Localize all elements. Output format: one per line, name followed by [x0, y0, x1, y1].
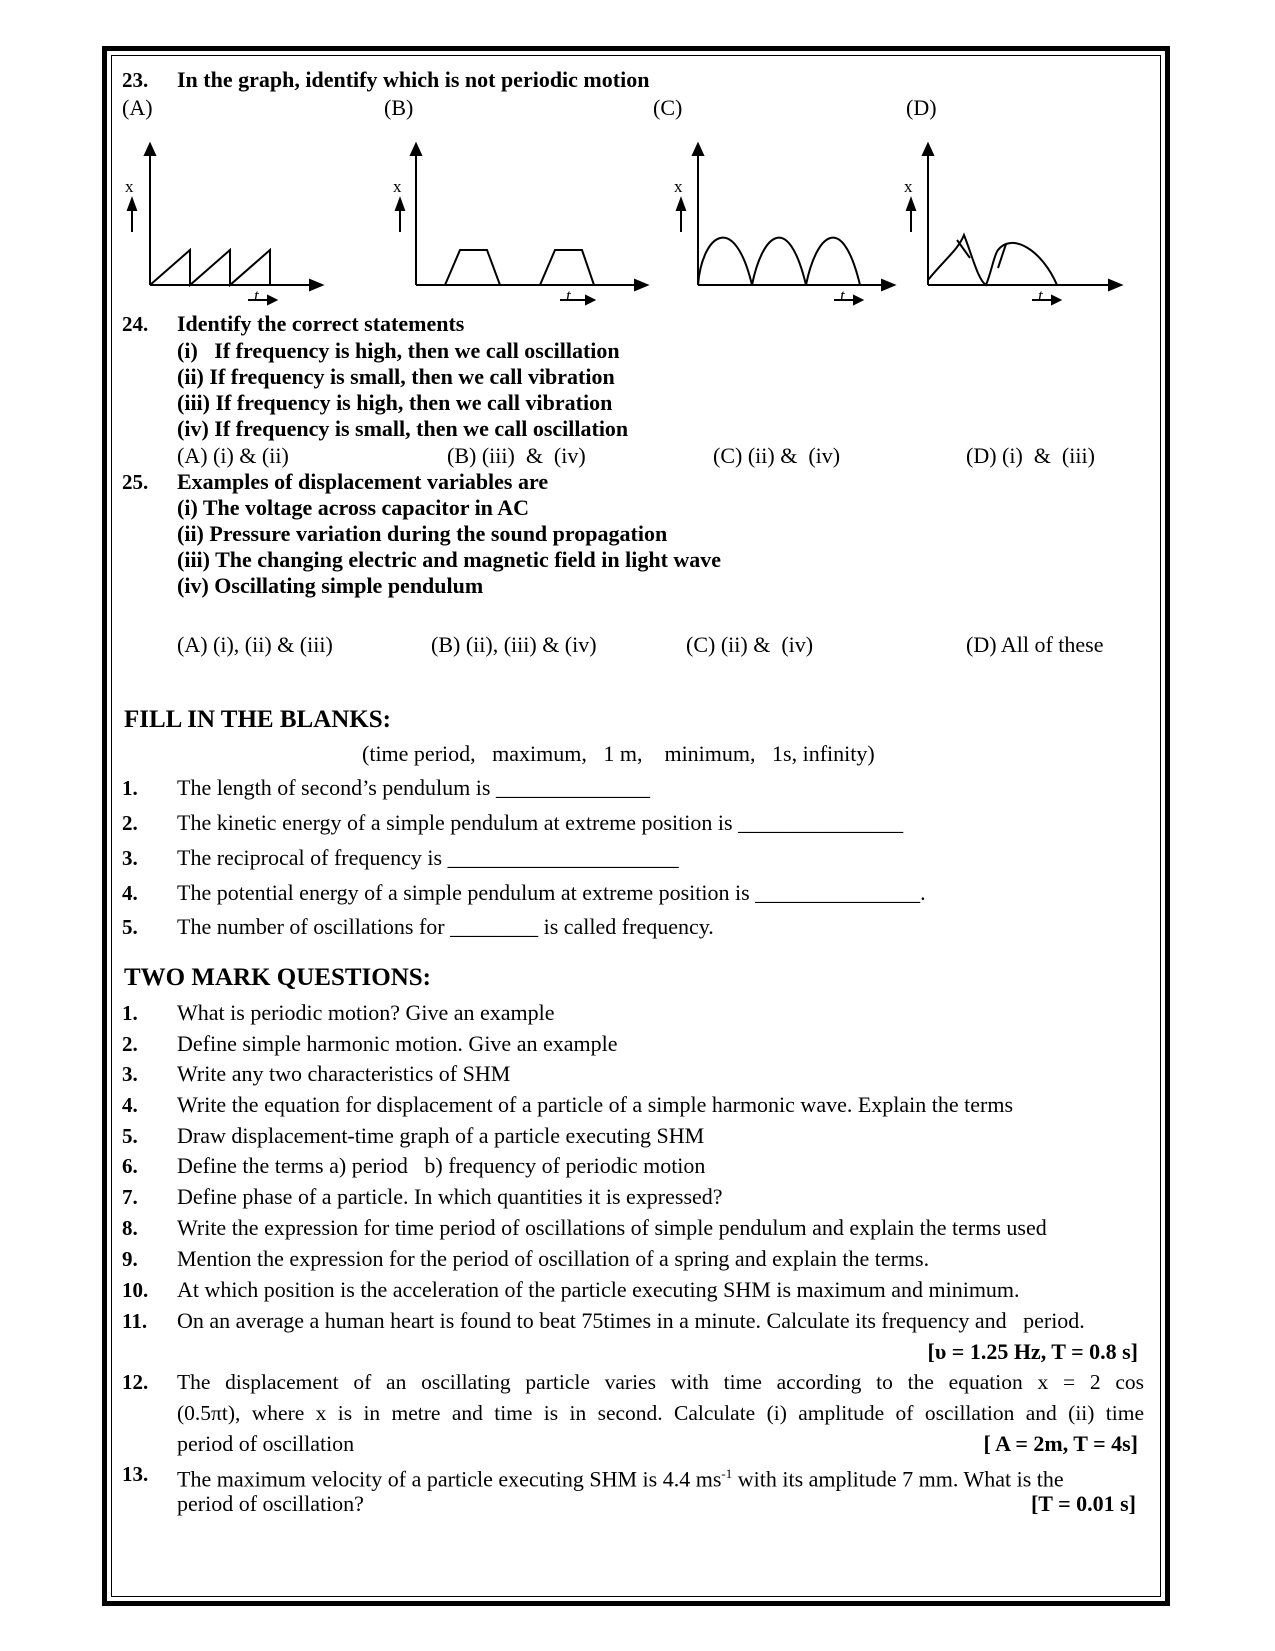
q25-option-c: (C) (ii) & (iv)	[686, 632, 814, 657]
two-mark-item-13-line-1	[177, 1461, 1064, 1492]
q24-text: Identify the correct statements	[177, 311, 465, 336]
two-mark-item-13-superscript: -1	[721, 1466, 733, 1481]
two-mark-item-3-text: Write any two characteristics of SHM	[177, 1061, 511, 1086]
graph-c	[672, 140, 902, 310]
graph-c-x-label: x	[674, 177, 683, 196]
graph-d-x-label: x	[904, 177, 913, 196]
q25-option-b: (B) (ii), (iii) & (iv)	[431, 632, 597, 657]
q23-option-c: (C)	[653, 95, 683, 120]
fill-item-2-text: The kinetic energy of a simple pendulum at extreme position is _______________	[177, 810, 904, 835]
fill-heading: FILL IN THE BLANKS:	[124, 706, 391, 733]
q24-statement-2: (ii) If frequency is small, then we call vibration	[177, 364, 615, 389]
q24-number: 24.	[122, 312, 149, 336]
graph-a-x-label: x	[125, 177, 134, 196]
two-mark-item-13-number: 13.	[122, 1462, 149, 1486]
two-mark-item-2-text: Define simple harmonic motion. Give an example	[177, 1031, 618, 1056]
two-mark-item-12-line-3: period of oscillation	[177, 1431, 355, 1456]
fill-item-4-number: 4.	[122, 881, 138, 905]
two-mark-item-12-line-1: The displacement of an oscillating particle varies with time according to the equation x = 2 cos	[177, 1370, 1144, 1394]
graph-b-x-label: x	[393, 177, 402, 196]
two-mark-item-6-text: Define the terms a) period b) frequency of periodic motion	[177, 1153, 706, 1178]
fill-item-3-number: 3.	[122, 846, 138, 870]
q24-option-a: (A) (i) & (ii)	[177, 443, 289, 468]
q23-option-a: (A)	[122, 95, 153, 120]
graph-d	[902, 140, 1127, 310]
two-mark-item-9-text: Mention the expression for the period of oscillation of a spring and explain the terms.	[177, 1246, 930, 1271]
two-mark-item-7-number: 7.	[122, 1185, 138, 1209]
two-mark-item-11-answer: [υ = 1.25 Hz, T = 0.8 s]	[927, 1339, 1138, 1364]
two-mark-item-4-number: 4.	[122, 1093, 138, 1117]
q24-option-d: (D) (i) & (iii)	[966, 443, 1095, 468]
graph-d-t-label: t	[1038, 286, 1043, 305]
q23-option-d: (D)	[906, 95, 937, 120]
two-mark-item-4-text: Write the equation for displacement of a particle of a simple harmonic wave. Explain the terms	[177, 1092, 1014, 1117]
q23-text: In the graph, identify which is not periodic motion	[177, 67, 650, 92]
graph-a-t-label: t	[254, 286, 259, 305]
q25-text: Examples of displacement variables are	[177, 469, 549, 494]
fill-item-1-number: 1.	[122, 776, 138, 800]
fill-item-4-text: The potential energy of a simple pendulum at extreme position is _______________.	[177, 880, 926, 905]
two-mark-item-11-text: On an average a human heart is found to beat 75times in a minute. Calculate its frequency and period.	[177, 1308, 1085, 1333]
two-mark-item-13-line-1-b: with its amplitude 7 mm. What is the	[732, 1466, 1064, 1492]
q24-statement-3: (iii) If frequency is high, then we call vibration	[177, 390, 613, 415]
two-mark-item-1-text: What is periodic motion? Give an example	[177, 1000, 555, 1025]
q23-number: 23.	[122, 68, 149, 92]
q25-option-a: (A) (i), (ii) & (iii)	[177, 632, 333, 657]
fill-item-1-text: The length of second’s pendulum is ______________	[177, 775, 650, 800]
fill-item-5-text: The number of oscillations for ________ is called frequency.	[177, 914, 714, 939]
q25-statement-1: (i) The voltage across capacitor in AC	[177, 495, 529, 520]
two-mark-item-13-line-1-a: The maximum velocity of a particle executing SHM is 4.4 ms	[177, 1466, 722, 1492]
graph-b	[390, 140, 650, 310]
two-mark-item-5-number: 5.	[122, 1124, 138, 1148]
two-mark-item-13-answer: [T = 0.01 s]	[1030, 1491, 1136, 1516]
two-mark-item-8-number: 8.	[122, 1216, 138, 1240]
two-mark-item-2-number: 2.	[122, 1032, 138, 1056]
two-mark-item-13-line-2: period of oscillation?	[177, 1491, 364, 1516]
graph-a	[120, 140, 330, 310]
two-mark-item-8-text: Write the expression for time period of oscillations of simple pendulum and explain the terms used	[177, 1215, 1047, 1240]
fill-item-5-number: 5.	[122, 915, 138, 939]
two-mark-heading: TWO MARK QUESTIONS:	[124, 964, 431, 991]
q24-statement-1: (i) If frequency is high, then we call oscillation	[177, 338, 620, 363]
two-mark-item-3-number: 3.	[122, 1062, 138, 1086]
q24-statement-4: (iv) If frequency is small, then we call oscillation	[177, 416, 629, 441]
two-mark-item-12-line-2: (0.5πt), where x is in metre and time is in second. Calculate (i) amplitude of oscillation and (ii) time	[177, 1401, 1144, 1425]
q25-statement-4: (iv) Oscillating simple pendulum	[177, 573, 484, 598]
graph-b-t-label: t	[566, 286, 571, 305]
two-mark-item-6-number: 6.	[122, 1154, 138, 1178]
q25-number: 25.	[122, 470, 149, 494]
q24-option-c: (C) (ii) & (iv)	[713, 443, 841, 468]
two-mark-item-10-number: 10.	[122, 1278, 149, 1302]
q24-option-b: (B) (iii) & (iv)	[447, 443, 586, 468]
fill-word-bank: (time period, maximum, 1 m, minimum, 1s, infinity)	[362, 741, 875, 766]
fill-item-3-text: The reciprocal of frequency is _____________________	[177, 845, 679, 870]
graph-c-t-label: t	[840, 286, 845, 305]
q25-statement-2: (ii) Pressure variation during the sound propagation	[177, 521, 668, 546]
two-mark-item-1-number: 1.	[122, 1001, 138, 1025]
q23-option-b: (B)	[384, 95, 414, 120]
two-mark-item-10-text: At which position is the acceleration of the particle executing SHM is maximum and minimum.	[177, 1277, 1020, 1302]
q25-statement-3: (iii) The changing electric and magnetic field in light wave	[177, 547, 722, 572]
two-mark-item-5-text: Draw displacement-time graph of a particle executing SHM	[177, 1123, 705, 1148]
two-mark-item-11-number: 11.	[122, 1309, 148, 1333]
q25-option-d: (D) All of these	[966, 632, 1104, 657]
fill-item-2-number: 2.	[122, 811, 138, 835]
two-mark-item-12-number: 12.	[122, 1370, 149, 1394]
two-mark-item-7-text: Define phase of a particle. In which quantities it is expressed?	[177, 1184, 723, 1209]
two-mark-item-9-number: 9.	[122, 1247, 138, 1271]
two-mark-item-12-answer: [ A = 2m, T = 4s]	[983, 1431, 1138, 1456]
